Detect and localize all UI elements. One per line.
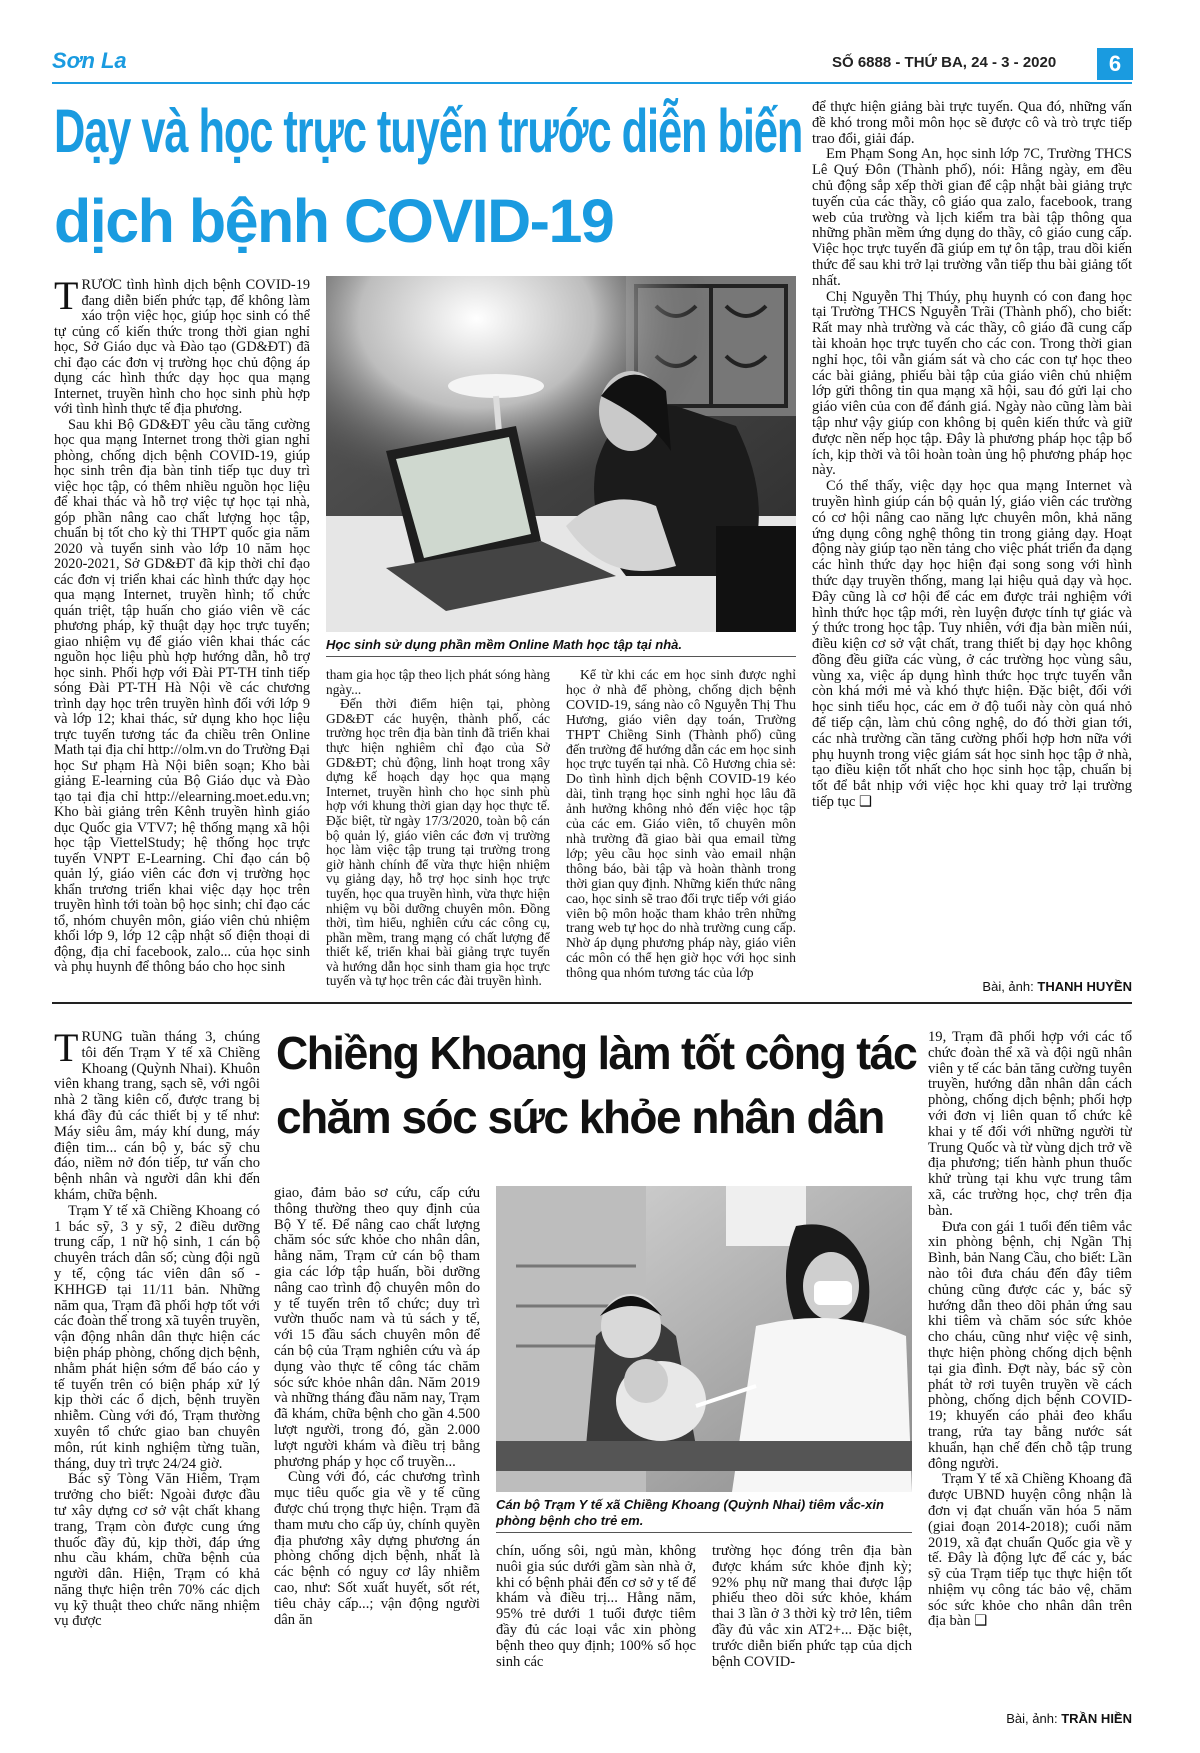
article1-column-1	[54, 278, 310, 995]
article2-column-5	[928, 1030, 1132, 1710]
article2-paragraph: trường học đóng trên địa bàn được khám sức khỏe định kỳ; 92% phụ nữ mang thai được lập phiếu theo dõi sức khỏe, khám thai 3 lần ở 3 thời kỳ trở lên, tiêm đầy đủ vắc xin AT2+... Đặc biệt, trước diễn biến phức tạp của dịch bệnh COVID-	[712, 1544, 912, 1670]
article1-paragraph: Có thể thấy, việc dạy học qua mạng Internet và truyền hình giúp cán bộ quản lý, giáo viên các trường có cơ hội nâng cao năng lực chuyên môn, khả năng ứng dụng công nghệ thông tin trong giảng dạy. Hoạt động này giúp tạo nền tảng cho việc phát triển đa dạng các hình thức dạy học hiện đại song song với hình thức dạy truyền thống, mang lại hiệu quả dạy và học. Đây cũng là cơ hội để các em được trải nghiệm với hình thức học tập mới, rèn luyện được tính tự giác và ý thức trong học tập. Tuy nhiên, với địa bàn miền núi, điều kiện cơ sở vật chất, trang thiết bị dạy học không đồng đều giữa các vùng, ở các trường học vùng sâu, vùng xa, việc áp dụng hình thức học trực tuyến vẫn còn khá mới mẻ và khó thực hiện. Đặc biệt, đối với học sinh tiểu học, các em ở độ tuổi này còn quá nhỏ để tiếp cận, làm chủ công nghệ, do đó thời gian tới, các nhà trường cần tăng cường phối hợp hơn nữa với phụ huynh trong việc giám sát học sinh học tập ở nhà, tạo điều kiện tốt nhất cho học sinh học tập, chuẩn bị tốt để bắt nhịp với việc học khi quay trở lại trường tiếp tục ❑	[812, 478, 1132, 811]
article2-byline	[928, 1711, 1132, 1726]
article1-column-2	[326, 668, 550, 995]
article2-paragraph: Đưa con gái 1 tuổi đến tiêm vắc xin phòng bệnh, chị Ngần Thị Bình, bản Nang Cầu, cho biết: Lần nào tôi đưa cháu đến đây tiêm chủng cũng được các y, bác sỹ hướng dẫn theo dõi phản ứng sau khi tiêm và chăm sóc sức khỏe cho cháu, cũng như việc vệ sinh, thực hiện phòng chống dịch bệnh tại gia đình. Đợt này, bác sỹ còn phát tờ rơi tuyên truyền về cách phòng, chống dịch bệnh COVID-19; khuyến cáo phải đeo khẩu trang, rửa tay bằng nước sát khuẩn, hạn chế đến chỗ tập trung đông người.	[928, 1218, 1132, 1472]
article2-paragraph: Bác sỹ Tòng Văn Hiêm, Trạm trưởng cho biết: Ngoài được đầu tư xây dựng cơ sở vật chất khang trang, Trạm còn được cung ứng thuốc đầy đủ, kịp thời, đáp ứng nhu cầu khám, chữa bệnh của người dân. Hiện, Trạm có khả năng thực hiện trên 70% các dịch vụ kỹ thuật theo chức năng nhiệm vụ được	[54, 1471, 260, 1630]
article2-paragraph: giao, đảm bảo sơ cứu, cấp cứu thông thường theo quy định của Bộ Y tế. Để nâng cao chất lượng chăm sóc sức khỏe cho nhân dân, hằng năm, Trạm cử cán bộ tham gia các lớp tập huấn, bồi dưỡng nâng cao trình độ chuyên môn do y tế tuyến trên tổ chức; duy trì vườn thuốc nam và tủ sách y tế, với 15 đầu sách chuyên môn để cán bộ của Trạm nghiên cứu và áp dụng vào thực tế công tác chăm sóc sức khỏe nhân dân. Năm 2019 và những tháng đầu năm nay, Trạm đã khám, chữa bệnh cho gần 4.500 lượt người, trong đó, gần 2.000 lượt người khám và điều trị bằng phương pháp y học cổ truyền...	[274, 1186, 480, 1470]
byline-author: TRẦN HIỀN	[1061, 1711, 1132, 1726]
article-separator	[52, 1002, 1132, 1004]
article1-byline	[812, 979, 1132, 994]
article2-caption: Cán bộ Trạm Y tế xã Chiềng Khoang (Quỳnh Nhai) tiêm vắc-xin phòng bệnh cho trẻ em.	[496, 1497, 884, 1528]
article2-lead-paragraph: TRUNG tuần tháng 3, chúng tôi đến Trạm Y tế xã Chiềng Khoang (Quỳnh Nhai). Khuôn viên khang trang, sạch sẽ, với ngôi nhà 2 tầng kiên cố, được trang bị khá đầy đủ các thiết bị y tế như: Máy siêu âm, máy khí dung, máy điện tim... cán bộ y, bác sỹ chu đáo, niềm nở đón tiếp, tư vấn cho bệnh nhân và người dân khi đến khám, chữa bệnh.	[54, 1030, 260, 1203]
article1-title-line2: dịch bệnh COVID-19	[54, 187, 614, 255]
student-laptop-image	[326, 276, 796, 632]
article2-caption-rule	[496, 1532, 912, 1533]
article2-paragraph: chín, uống sôi, ngủ màn, không nuôi gia súc dưới gầm sàn nhà ở, khi có bệnh phải đến cơ sở y tế để khám và điều trị... Hằng năm, 95% trẻ dưới 1 tuổi được tiêm đầy đủ các loại vắc xin phòng bệnh theo quy định; 100% số học sinh các	[496, 1544, 696, 1670]
article1-paragraph: tham gia học tập theo lịch phát sóng hàng ngày...	[326, 668, 550, 697]
article1-paragraph: Đến thời điểm hiện tại, phòng GD&ĐT các huyện, thành phố, các trường học trên địa bàn tỉnh đã triển khai thực hiện nghiêm chỉ đạo của Sở GD&ĐT; chủ động, linh hoạt trong xây dựng kế hoạch dạy học qua mạng Internet, truyền hình cho học sinh phù hợp với khung thời gian dạy học thực tế. Đặc biệt, từ ngày 17/3/2020, toàn bộ cán bộ quản lý, giáo viên các đơn vị trường học làm việc tập trung tại trường trong giờ hành chính để vừa thực hiện nhiệm vụ giảng dạy, hỗ trợ học sinh học trực tuyến, học qua truyền hình, vừa thực hiện nhiệm vụ bồi dưỡng chuyên môn. Đồng thời, tìm hiểu, nghiên cứu các công cụ, phần mềm, trang mạng có chất lượng để thiết kế, triển khai bài giảng trực tuyến và hướng dẫn học sinh tham gia học trực tuyến và tự học trên các đài truyền hình.	[326, 696, 550, 989]
article2-title-line2: chăm sóc sức khỏe nhân dân	[276, 1091, 884, 1143]
article1-photo	[326, 276, 796, 632]
byline-prefix: Bài, ảnh:	[982, 979, 1034, 994]
article2-column-3	[496, 1544, 696, 1725]
article2-paragraph: Trạm Y tế xã Chiềng Khoang đã được UBND huyện công nhận là đơn vị đạt chuẩn văn hóa 5 năm (giai đoạn 2014-2018); cuối năm 2019, xã đạt chuẩn Quốc gia về y tế. Đây là động lực để các y, bác sỹ của Trạm tiếp tục thực hiện tốt nhiệm vụ công tác bảo vệ, chăm sóc sức khỏe cho nhân dân trên địa bàn ❑	[928, 1471, 1132, 1630]
drop-cap: T	[54, 278, 79, 318]
article1-caption: Học sinh sử dụng phần mềm Online Math học tập tại nhà.	[326, 637, 682, 652]
article2-paragraph: 19, Trạm đã phối hợp với các tổ chức đoàn thể xã và đội ngũ nhân viên y tế các bản tăng cường tuyên truyền, hướng dẫn nhân dân cách phòng, chống dịch bệnh; phối hợp với đơn vị liên quan tổ chức kê khai y tế đối với những người từ Trung Quốc và từ vùng dịch trở về địa phương; tiến hành phun thuốc khử trùng tại khu vực trung tâm xã, các trường học, chợ trên địa bàn.	[928, 1030, 1132, 1219]
article1-paragraph: Kể từ khi các em học sinh được nghỉ học ở nhà để phòng, chống dịch bệnh COVID-19, sáng nào cô Nguyễn Thị Thu Hương, giáo viên dạy toán, Trường THPT Chiềng Sinh (Thành phố) cũng đến trường để hướng dẫn các em học sinh học trực tuyến tại nhà. Cô Hương chia sẻ: Do tình hình dịch bệnh COVID-19 kéo dài, tình trạng học sinh nghỉ học lâu đã ảnh hưởng không nhỏ đến việc học tập của các em. Giáo viên, tổ chuyên môn nhà trường đã giao bài qua email từng lớp; yêu cầu học sinh vào email nhận thông báo, bài tập và hoàn thành trong thời gian quy định. Những kiến thức nâng cao, học sinh sẽ trao đổi trực tiếp với giáo viên bộ môn hoặc tham khảo trên những trang web tự học do nhà trường cung cấp. Nhờ áp dụng phương pháp này, giáo viên các môn có thể hẹn giờ học với học sinh thông qua nhóm tương tác của lớp	[566, 668, 796, 981]
article2-paragraph: Cùng với đó, các chương trình mục tiêu quốc gia về y tế cũng được chú trọng thực hiện. Trạm đã tham mưu cho cấp ủy, chính quyền địa phương xây dựng phương án phòng chống dịch bệnh, nhất là các bệnh có nguy cơ lây nhiễm cao, như: Sốt xuất huyết, sốt rét, tiêu chảy cấp...; vận động người dân ăn	[274, 1469, 480, 1628]
drop-cap: T	[54, 1030, 79, 1070]
article1-column-4	[812, 100, 1132, 974]
page-number: 6	[1097, 48, 1133, 80]
article2-column-4	[712, 1544, 912, 1725]
byline-author: THANH HUYỀN	[1037, 979, 1132, 994]
byline-prefix: Bài, ảnh:	[1006, 1711, 1058, 1726]
article2-title-line1: Chiềng Khoang làm tốt công tác	[276, 1027, 917, 1079]
article2-column-1	[54, 1030, 260, 1725]
article1-lead-paragraph: TRƯỚC tình hình dịch bệnh COVID-19 đang diễn biến phức tạp, để không làm xáo trộn việc học, giúp học sinh có thể tự củng cố kiến thức trong thời gian nghỉ học, Sở Giáo dục và Đào tạo (GD&ĐT) đã chỉ đạo các đơn vị trường học chủ động áp dụng các hình thức dạy học qua mạng Internet, truyền hình cho học sinh phù hợp với tình hình thực tế địa phương.	[54, 278, 310, 417]
article2-column-2	[274, 1186, 480, 1725]
article1-caption-rule	[326, 656, 796, 657]
article1-paragraph: Sau khi Bộ GD&ĐT yêu cầu tăng cường học qua mạng Internet trong thời gian nghỉ phòng, chống dịch bệnh COVID-19, giúp học sinh trên địa bàn tỉnh tiếp tục duy trì việc học tập, có thêm nhiều nguồn học liệu để khai thác và hỗ trợ việc tự học tại nhà, góp phần nâng cao chất lượng học tập, chuẩn bị tốt cho kỳ thi THPT quốc gia năm 2020 và tuyển sinh vào lớp 10 năm học 2020-2021, Sở GD&ĐT đã kịp thời chỉ đạo các đơn vị triển khai các hình thức dạy học qua mạng Internet, truyền hình; tổ chức quán triệt, tập huấn cho giáo viên về các phương pháp, kỹ thuật dạy học trực tuyến; giao nhiệm vụ để giáo viên khai thác các nguồn học liệu phù hợp hướng dẫn, hỗ trợ học sinh. Phối hợp với Đài PT-TH tỉnh tiếp sóng Đài PT-TH Hà Nội về các chương trình dạy học trên truyền hình đối với lớp 9 và lớp 12; khai thác, sử dụng kho học liệu trực tuyến tương tác đa chiều trên Online Math tại địa chỉ http://olm.vn do Trường Đại học Sư phạm Hà Nội biên soạn; Kho bài giảng E-learning của Bộ Giáo dục và Đào tạo tại địa chỉ http://elearning.moet.edu.vn; Kho bài giảng trên Kênh truyền hình giáo dục Quốc gia VTV7; hệ thống mạng xã hội học tập ViettelStudy; hệ thống học trực tuyến VNPT E-Learning. Chỉ đạo cán bộ quản lý, giáo viên các đơn vị trường học khẩn trương triển khai việc dạy học trên truyền hình tới toàn bộ học sinh; chỉ đạo các tổ, nhóm chuyên môn, giáo viên chủ nhiệm khối lớp 9, lớp 12 cập nhật số điện thoại di động, địa chỉ facebook, zalo... của học sinh và phụ huynh để thông báo cho học sinh	[54, 416, 310, 975]
article2-photo	[496, 1186, 912, 1492]
article1-paragraph: Em Phạm Song An, học sinh lớp 7C, Trường THCS Lê Quý Đôn (Thành phố), nói: Hằng ngày, em đều chủ động sắp xếp thời gian để cập nhật bài giảng trực tuyến của các thầy, cô giáo qua zalo, facebook, trang web của trường và lịch kiểm tra bài tập thông qua những phần mềm ứng dụng do thầy, cô giáo cung cấp. Việc học trực tuyến đã giúp em tự ôn tập, trau dồi kiến thức để sau khi trở lại trường vẫn tiếp thu bài giảng tốt nhất.	[812, 146, 1132, 289]
article1-paragraph: để thực hiện giảng bài trực tuyến. Qua đó, những vấn đề khó trong mỗi môn học sẽ được cô và trò trực tiếp trao đổi, giải đáp.	[812, 100, 1132, 147]
article1-title-line1: Dạy và học trực tuyến trước diễn biến	[54, 97, 803, 165]
vaccination-image	[496, 1186, 912, 1492]
article1-paragraph: Chị Nguyễn Thị Thúy, phụ huynh có con đang học tại Trường THCS Nguyễn Trãi (Thành phố), cho biết: Rất may nhà trường và các thầy, cô giáo đã cung cấp tài khoản học trực tuyến cho các con. Trong thời gian nghỉ học, tôi vẫn giám sát và cho các con tự học theo các bài giảng, phiếu bài tập của giáo viên chủ nhiệm lớp gửi thông tin qua mạng xã hội, sau đó gửi lại cho giáo viên của con để đánh giá. Ngày nào cũng làm bài tập như vậy giúp con không bị quên kiến thức và giữ được nền nếp học tập. Đây là phương pháp học tập bổ ích, kịp thời và tôi hoàn toàn ủng hộ phương pháp học này.	[812, 288, 1132, 479]
article1-column-3	[566, 668, 796, 995]
issue-info: SỐ 6888 - THỨ BA, 24 - 3 - 2020	[832, 54, 1057, 71]
article2-paragraph: Trạm Y tế xã Chiềng Khoang có 1 bác sỹ, 3 y sỹ, 2 điều dưỡng trung cấp, 1 nữ hộ sinh, 1 cán bộ chuyên trách dân số; cùng đội ngũ y tế, cộng tác viên dân số - KHHGĐ tại 11/11 bản. Những năm qua, Trạm đã phối hợp tốt với các đoàn thể trong xã tuyên truyền, vận động nhân dân thực hiện các biện pháp phòng, chống dịch bệnh, nhằm phát hiện sớm để báo cáo y tế tuyến trên có biện pháp xử lý kịp thời các ổ dịch, bệnh truyền nhiễm. Cùng với đó, Trạm thường xuyên tổ chức giao ban chuyên môn, rút kinh nghiệm từng tuần, tháng, duy trì trực 24/24 giờ.	[54, 1202, 260, 1472]
header-rule	[52, 82, 1132, 84]
section-name: Sơn La	[52, 48, 127, 73]
